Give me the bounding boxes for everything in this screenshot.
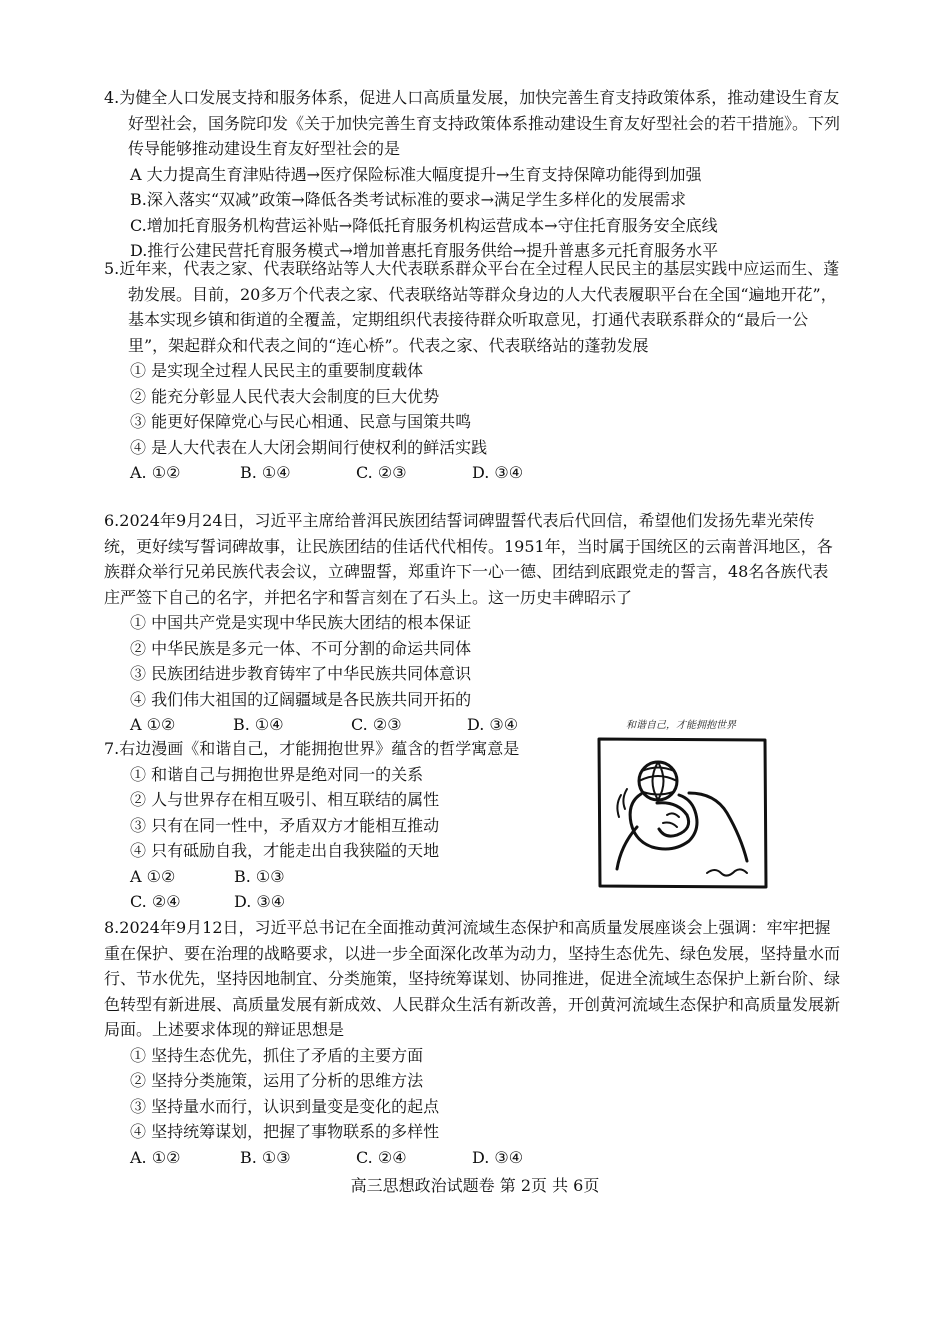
- question-7-item-1: ① 和谐自己与拥抱世界是绝对同一的关系: [130, 764, 424, 784]
- question-8-item-4: ④ 坚持统筹谋划，把握了事物联系的多样性: [130, 1122, 440, 1141]
- question-5-item-4: ④ 是人大代表在人大闭会期间行使权利的鲜活实践: [130, 437, 488, 457]
- question-8-item-3: ③ 坚持量水而行，认识到量变是变化的起点: [130, 1096, 440, 1116]
- question-5-stem: 5.近年来，代表之家、代表联络站等人大代表联系群众平台在全过程人民民主的基层实践中应运而生、蓬勃发展。目前，20多万个代表之家、代表联络站等群众身边的人大代表履职平台在全国“遍地开花”，基本实现乡镇和街道的全覆盖，定期组织代表接待群众听取意见，打通代表联系群众的“最后一公里”，架起群众和代表之间的“连心桥”。代表之家、代表联络站的蓬勃发展: [104, 259, 840, 355]
- question-6-item-4: ④ 我们伟大祖国的辽阔疆域是各民族共同开拓的: [130, 689, 472, 709]
- question-5-item-1: ① 是实现全过程人民民主的重要制度载体: [130, 361, 424, 380]
- question-8-stem: 8.2024年9月12日，习近平总书记在全面推动黄河流域生态保护和高质量发展座谈会上强调：牢牢把握重在保护、要在治理的战略要求，以进一步全面深化改革为动力，坚持生态优先、绿色发展，坚持量水而行、节水优先，坚持因地制宜、分类施策，坚持统筹谋划、协同推进，促进全流域生态保护上新台阶、绿色转型有新进展、高质量发展有新成效、人民群众生活有新改善，开创黄河流域生态保护和高质量发展新局面。上述要求体现的辩证思想是: [104, 918, 841, 1039]
- question-7-choice-b: B. ①③: [234, 866, 285, 886]
- question-6-stem: 6.2024年9月24日，习近平主席给普洱民族团结誓词碑盟誓代表后代回信，希望他们发扬先辈光荣传统，更好续写誓词碑故事，让民族团结的佳话代代相传。1951年，当时属于国统区的云南普洱地区，各族群众举行兄弟民族代表会议，立碑盟誓，郑重许下一心一德、团结到底跟党走的誓言，48名各族代表庄严签下自己的名字，并把名字和誓言刻在了石头上。这一历史丰碑昭示了: [104, 511, 833, 607]
- question-6: [104, 508, 844, 738]
- question-6-item-1: ① 中国共产党是实现中华民族大团结的根本保证: [130, 613, 472, 632]
- question-6-choice-b: B. ①④: [233, 715, 284, 734]
- cartoon-drawing: [597, 720, 767, 889]
- question-6-choice-c: C. ②③: [351, 715, 402, 734]
- question-5-choice-d: D. ③④: [472, 463, 524, 482]
- question-8-choices: [104, 1145, 844, 1171]
- question-4: [104, 85, 844, 264]
- question-5-choice-b: B. ①④: [240, 463, 291, 482]
- question-5-choices: [104, 460, 844, 486]
- question-7-stem: 7.右边漫画《和谐自己，才能拥抱世界》蕴含的哲学寓意是: [104, 739, 520, 758]
- question-8-item-1: ① 坚持生态优先，抓住了矛盾的主要方面: [130, 1045, 424, 1065]
- page-footer: 高三思想政治试题卷 第 2页 共 6页: [350, 1176, 600, 1195]
- question-8-choice-a: A. ①②: [130, 1147, 181, 1167]
- question-5-choice-a: A. ①②: [130, 463, 181, 482]
- question-8-choice-d: D. ③④: [472, 1147, 524, 1167]
- question-7-choice-a: A ①②: [130, 866, 176, 886]
- question-7-item-2: ② 人与世界存在相互吸引、相互联结的属性: [130, 790, 440, 809]
- question-5-item-2: ② 能充分彰显人民代表大会制度的巨大优势: [130, 386, 440, 406]
- question-7-choices-row-2: [104, 889, 574, 915]
- question-8-choice-c: C. ②④: [356, 1147, 407, 1167]
- question-6-choice-a: A ①②: [130, 715, 176, 734]
- question-8-choice-b: B. ①③: [240, 1147, 291, 1167]
- question-7-choice-d: D. ③④: [234, 892, 286, 911]
- question-5: [104, 256, 844, 486]
- question-4-option-a: A 大力提高生育津贴待遇→医疗保险标准大幅度提升→生育支持保障功能得到加强: [130, 164, 702, 184]
- question-7-item-3: ③ 只有在同一性中，矛盾双方才能相互推动: [130, 815, 440, 835]
- question-6-item-3: ③ 民族团结进步教育铸牢了中华民族共同体意识: [130, 664, 472, 683]
- question-4-option-c: C.增加托育服务机构营运补贴→降低托育服务机构运营成本→守住托育服务安全底线: [130, 215, 718, 235]
- question-7: [104, 736, 574, 915]
- question-5-choice-c: C. ②③: [356, 463, 407, 482]
- question-8-item-2: ② 坚持分类施策，运用了分析的思维方法: [130, 1071, 424, 1090]
- question-7-choices-row-1: [104, 864, 574, 890]
- question-6-item-2: ② 中华民族是多元一体、不可分割的命运共同体: [130, 638, 472, 658]
- question-6-choice-d: D. ③④: [467, 715, 519, 734]
- question-4-option-d: D.推行公建民营托育服务模式→增加普惠托育服务供给→提升普惠多元托育服务水平: [130, 241, 719, 260]
- question-7-item-4: ④ 只有砥励自我，才能走出自我狭隘的天地: [130, 841, 440, 860]
- question-7-choice-c: C. ②④: [130, 892, 181, 911]
- question-4-stem: 4.为健全人口发展支持和服务体系，促进人口高质量发展，加快完善生育支持政策体系，推动建设生育友好型社会，国务院印发《关于加快完善生育支持政策体系推动建设生育友好型社会的若干措施》。下列传导能够推动建设生育友好型社会的是: [104, 88, 841, 158]
- question-8: [104, 915, 844, 1170]
- cartoon-caption: 和谐自己，才能拥抱世界: [626, 720, 736, 731]
- question-5-item-3: ③ 能更好保障党心与民心相通、民意与国策共鸣: [130, 412, 472, 431]
- cartoon-figure: [597, 720, 767, 889]
- question-4-option-b: B.深入落实“双减”政策→降低各类考试标准的要求→满足学生多样化的发展需求: [130, 190, 687, 209]
